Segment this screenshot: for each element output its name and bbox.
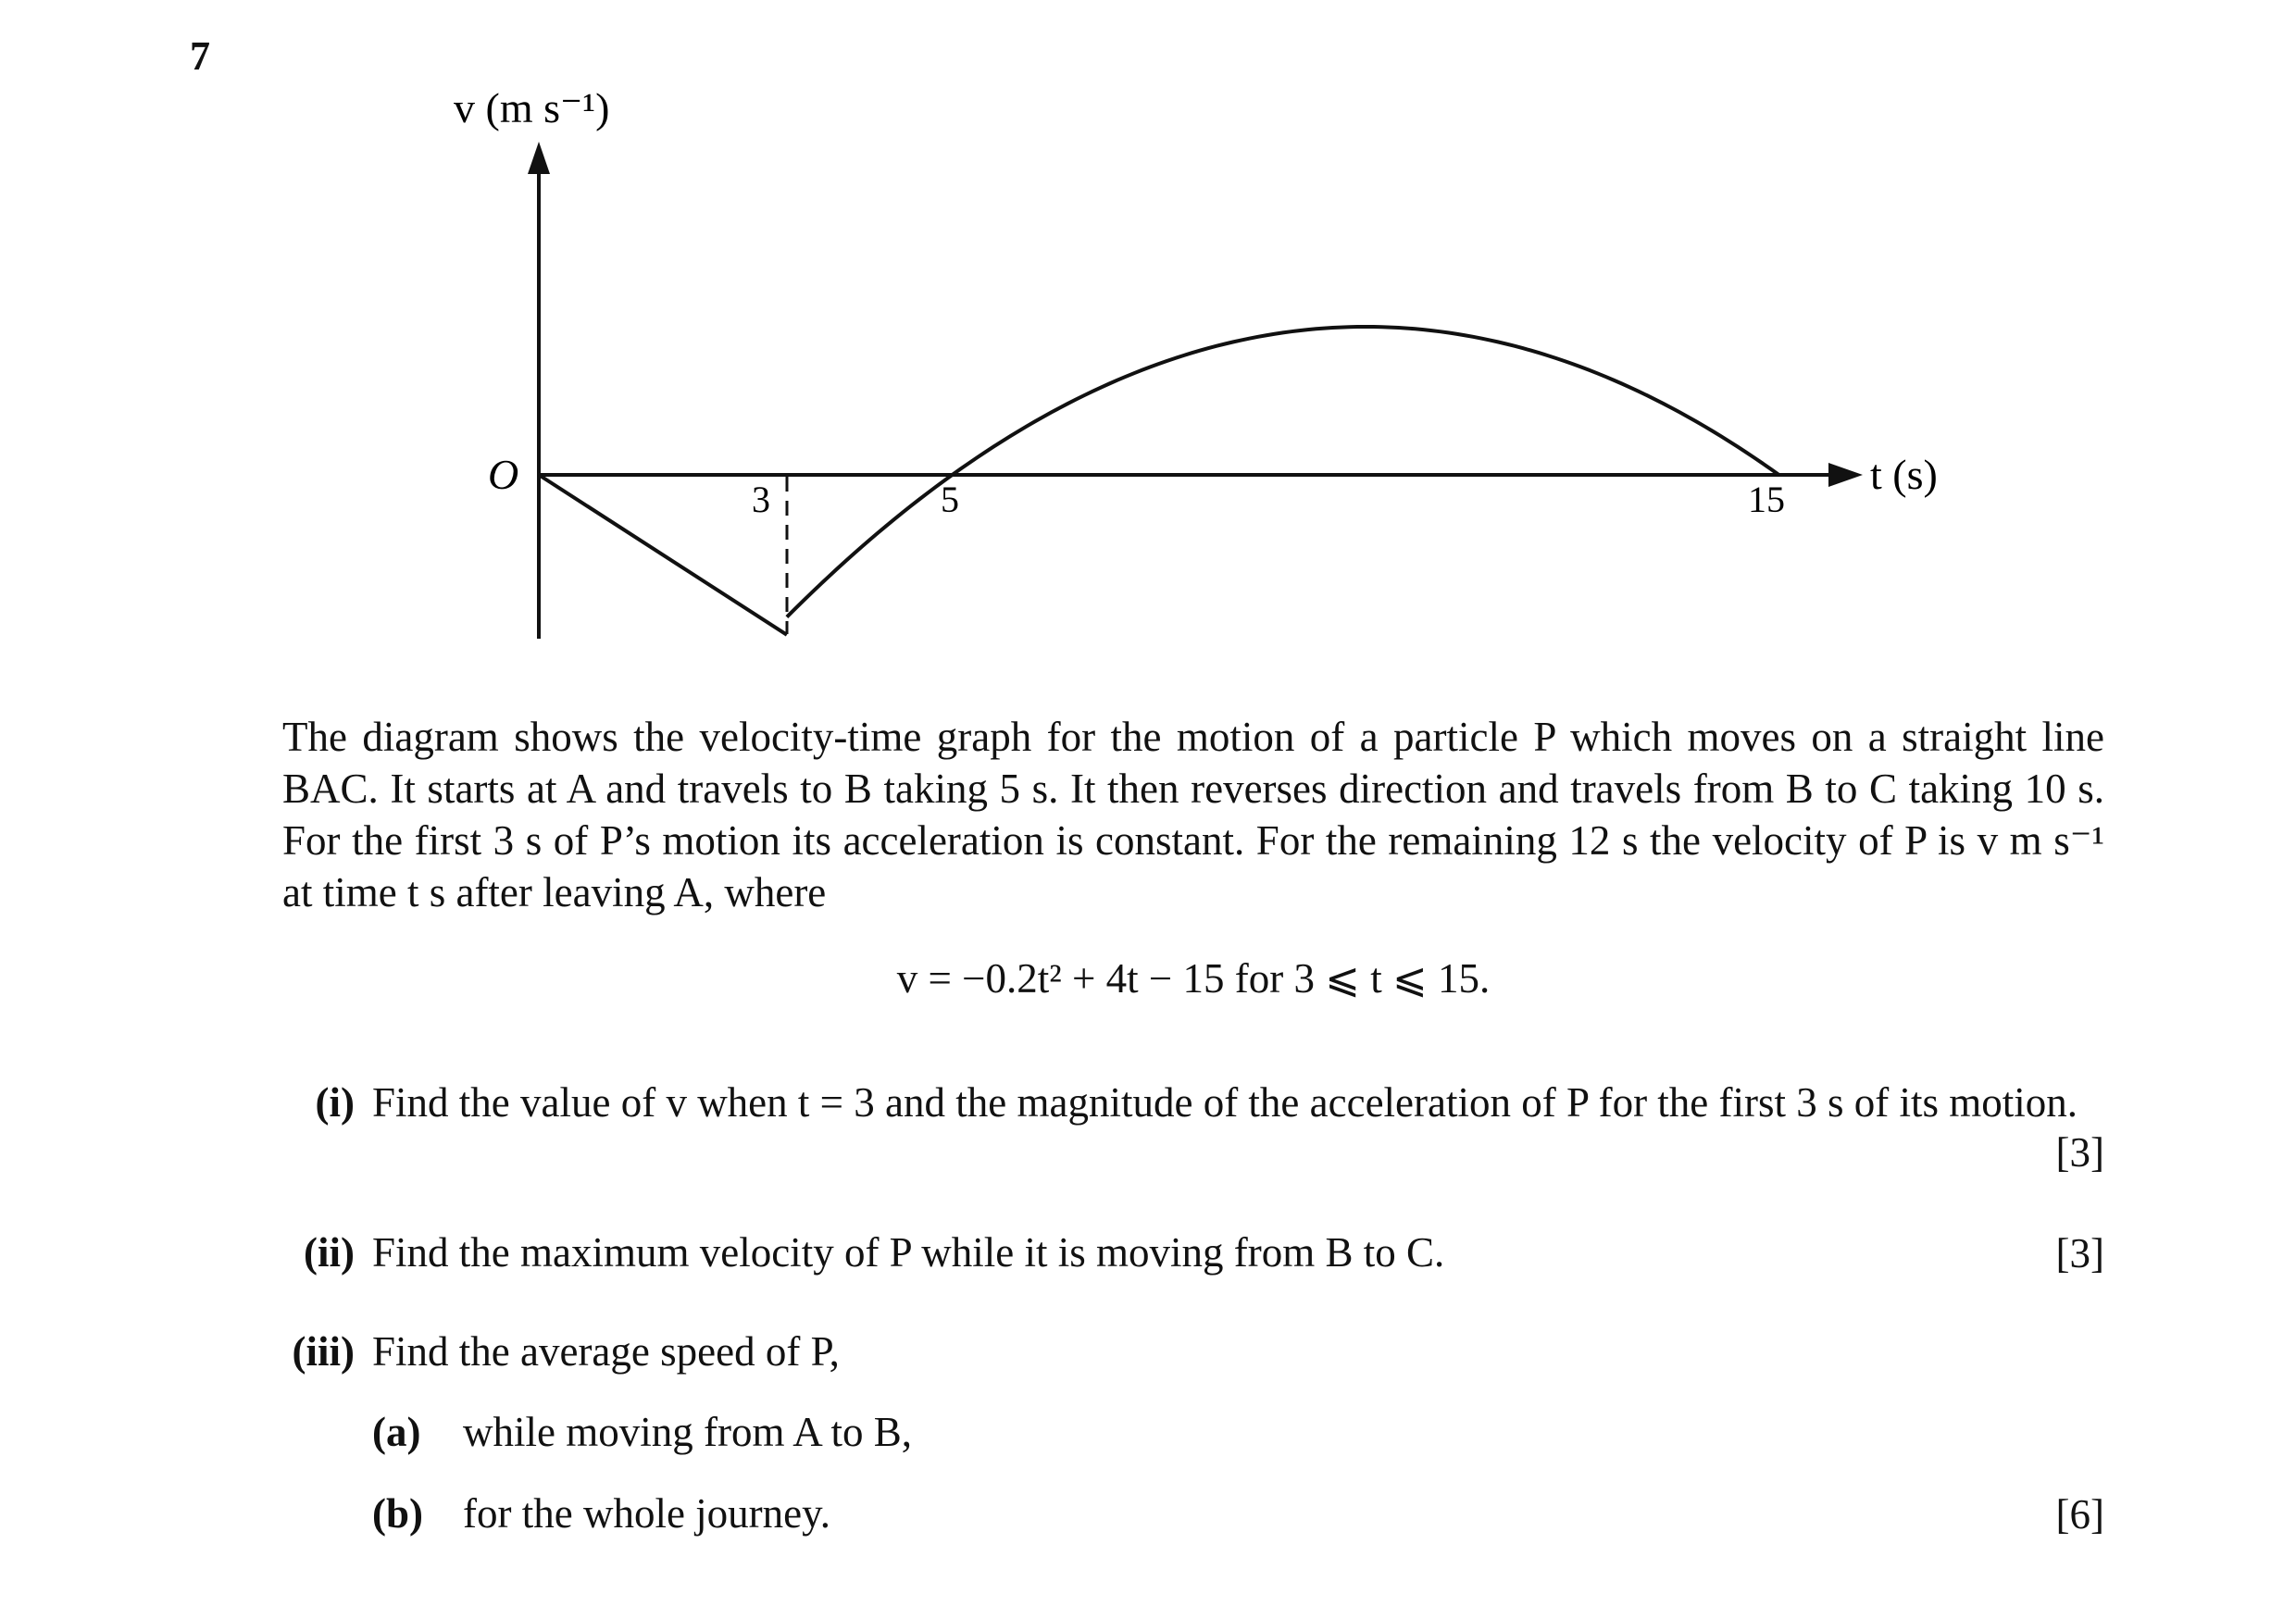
- part-text: Find the average speed of P,: [372, 1328, 840, 1375]
- velocity-formula: v = −0.2t² + 4t − 15 for 3 ⩽ t ⩽ 15.: [896, 955, 1491, 1002]
- subpart-text: while moving from A to B,: [463, 1409, 913, 1455]
- part-text: Find the value of v when t = 3 and the magnitude of the acceleration of P for the first 3 s of its motion.: [372, 1079, 2078, 1126]
- segment-quadratic-curve: [787, 327, 1779, 617]
- part-label: (i): [315, 1079, 355, 1126]
- y-axis-arrowhead: [528, 142, 550, 174]
- part-label: (ii): [304, 1229, 355, 1276]
- y-axis-label: v (m s⁻¹): [454, 84, 610, 131]
- marks-iii: [6]: [2055, 1491, 2104, 1538]
- x-axis-label: t (s): [1870, 451, 1938, 498]
- marks-i: [3]: [2055, 1129, 2104, 1176]
- question-number: 7: [190, 33, 210, 79]
- question-intro: The diagram shows the velocity-time graph for the motion of a particle P which moves on a straight line BAC. It starts at A and travels to B taking 5 s. It then reverses direction and travels from B to C taking 10 s. For the first 3 s of P’s motion its acceleration is constant. For the remaining 12 s the velocity of P is v m s⁻¹ at time t s after leaving A, where: [282, 714, 2104, 915]
- subpart-text: for the whole journey.: [463, 1490, 830, 1537]
- x-axis-arrowhead: [1828, 463, 1863, 487]
- part-text: Find the maximum velocity of P while it is moving from B to C.: [372, 1229, 1445, 1276]
- tick-label-3: 3: [752, 479, 770, 520]
- velocity-time-graph: [0, 0, 2296, 703]
- origin-label: O: [488, 451, 519, 498]
- tick-label-15: 15: [1748, 479, 1785, 520]
- subpart-label: (b): [372, 1490, 423, 1537]
- segment-constant-acceleration: [539, 475, 787, 635]
- tick-label-5: 5: [941, 479, 959, 520]
- part-label: (iii): [292, 1328, 355, 1375]
- marks-ii: [3]: [2055, 1230, 2104, 1276]
- subpart-label: (a): [372, 1409, 421, 1455]
